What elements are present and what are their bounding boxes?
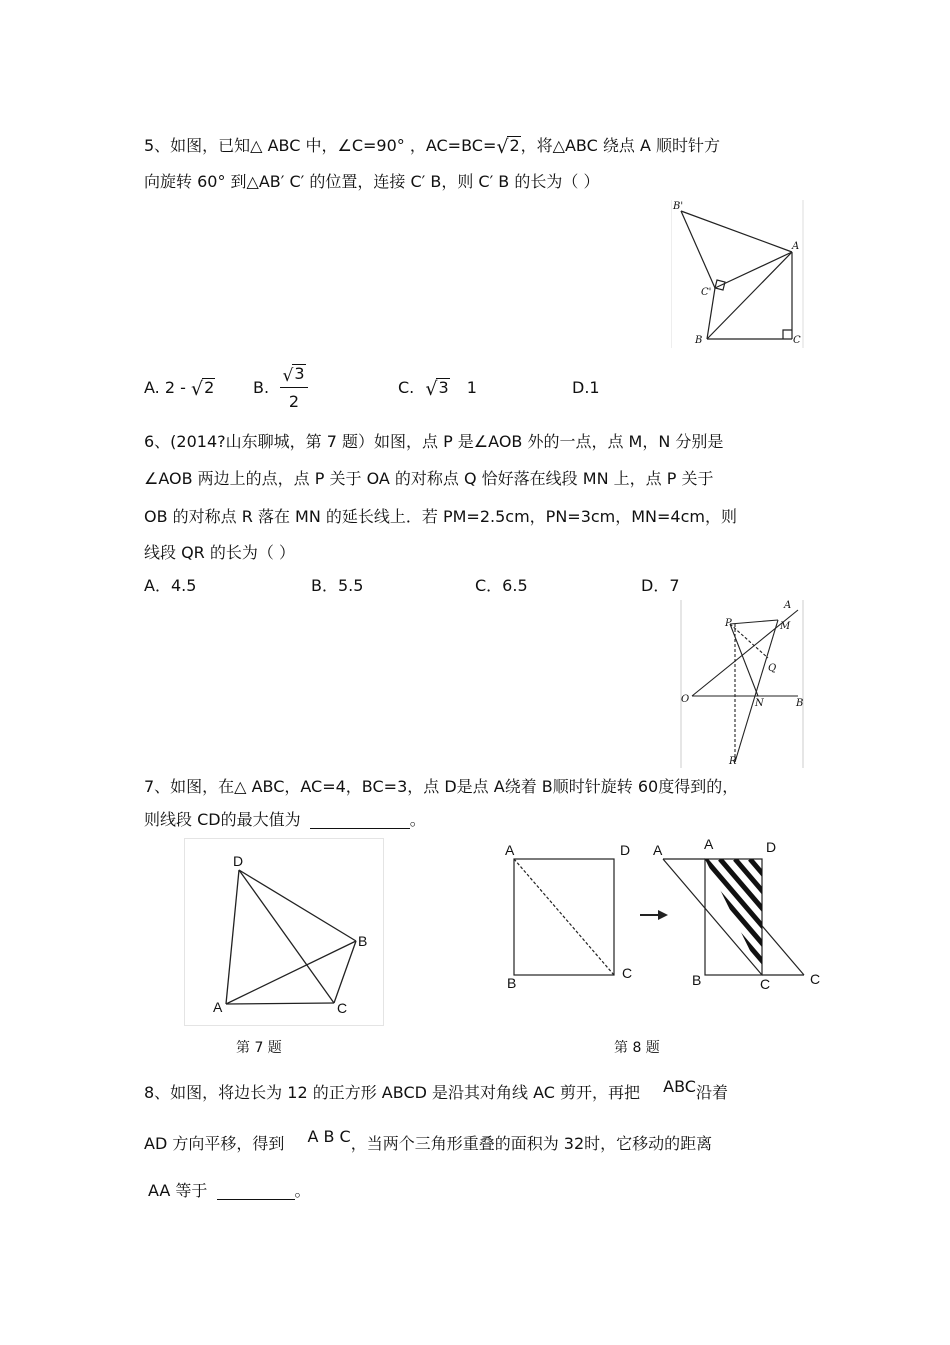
q7-caption: 第 7 题 bbox=[236, 1040, 282, 1056]
q5-label-b: B bbox=[695, 335, 703, 346]
q8-translation-diagram bbox=[500, 835, 830, 995]
sqrt-symbol: √ bbox=[282, 366, 294, 386]
q7-line2-text: 则线段 CD的最大值为 bbox=[144, 810, 301, 829]
q8-line2-symbol: A B C bbox=[307, 1127, 351, 1146]
q6-option-d: D．7 bbox=[641, 576, 680, 595]
q7-line2-end: 。 bbox=[409, 810, 426, 829]
q8-line1 bbox=[144, 1077, 728, 1102]
q6-label-n: N bbox=[755, 698, 764, 709]
q8-right-label-a-top: A bbox=[704, 836, 714, 852]
q5-line1-part-a: 5、如图，已知△ ABC 中，∠C=90° ，AC=BC= bbox=[144, 136, 497, 155]
q8-line3 bbox=[148, 1183, 311, 1200]
q6-label-b: B bbox=[796, 698, 804, 709]
q5-label-c-prime: C' bbox=[701, 287, 712, 298]
q5-option-c-prefix: C. bbox=[398, 378, 415, 397]
q8-caption: 第 8 题 bbox=[614, 1040, 660, 1056]
q8-line2-part-b: ，当两个三角形重叠的面积为 32时，它移动的距离 bbox=[350, 1134, 713, 1153]
q8-line3-text: AA 等于 bbox=[148, 1181, 208, 1200]
q8-line2 bbox=[144, 1127, 713, 1153]
sqrt-symbol: √ bbox=[425, 378, 438, 400]
q5-label-a: A bbox=[792, 241, 800, 252]
q5-figure bbox=[671, 200, 804, 348]
q5-option-c-radicand: 3 bbox=[438, 378, 449, 397]
q5-option-d: D.1 bbox=[572, 378, 600, 397]
q5-option-a-prefix: A. 2 - bbox=[144, 378, 191, 397]
q6-label-a: A bbox=[784, 600, 792, 611]
q5-option-c-suffix: 1 bbox=[466, 378, 477, 397]
q6-line4: 线段 QR 的长为（ ） bbox=[144, 543, 295, 562]
q6-option-b: B．5.5 bbox=[311, 576, 364, 595]
q7-label-c: C bbox=[337, 1000, 348, 1016]
q8-right-label-c-right: C bbox=[810, 971, 821, 987]
q8-right-label-c-mid: C bbox=[760, 976, 771, 992]
q7-answer-blank bbox=[310, 812, 410, 829]
q5-option-b-fraction bbox=[280, 364, 308, 411]
q5-label-b-prime: B' bbox=[673, 201, 684, 212]
q8-left-label-a: A bbox=[505, 842, 515, 858]
q8-line3-end: 。 bbox=[294, 1181, 311, 1200]
q6-line1: 6、(2014?山东聊城，第 7 题）如图，点 P 是∠AOB 外的一点，点 M，N 分别是 bbox=[144, 432, 724, 451]
q5-label-c: C bbox=[793, 335, 801, 346]
q8-right-label-b: B bbox=[692, 972, 702, 988]
q7-quadrilateral-diagram bbox=[184, 838, 384, 1026]
q6-line2: ∠AOB 两边上的点，点 P 关于 OA 的对称点 Q 恰好落在线段 MN 上，点 P 关于 bbox=[144, 469, 714, 488]
q7-label-b: B bbox=[358, 933, 368, 949]
q6-figure bbox=[680, 600, 804, 768]
sqrt-symbol: √ bbox=[496, 136, 509, 158]
q6-option-a: A．4.5 bbox=[144, 576, 197, 595]
q5-option-c bbox=[398, 378, 477, 400]
q5-option-a bbox=[144, 378, 215, 400]
q8-line1-part-b: 沿着 bbox=[695, 1083, 728, 1102]
q5-option-b-numerator: 3 bbox=[294, 364, 305, 383]
q8-answer-blank bbox=[217, 1183, 295, 1200]
q8-line1-symbol: ABC bbox=[663, 1077, 696, 1096]
q6-label-r: R bbox=[729, 756, 737, 767]
q5-sqrt-value: 2 bbox=[509, 136, 520, 155]
q6-label-o: O bbox=[681, 694, 690, 705]
q5-option-a-radicand: 2 bbox=[204, 378, 215, 397]
sqrt-symbol: √ bbox=[190, 378, 204, 400]
q8-right-label-d: D bbox=[766, 839, 777, 855]
q6-label-q: Q bbox=[768, 663, 777, 674]
q6-label-p: P bbox=[725, 618, 732, 629]
q7-label-d: D bbox=[233, 853, 244, 869]
q5-triangle-diagram bbox=[671, 200, 804, 348]
q5-line1-part-b: ，将△ABC 绕点 A 顺时针方 bbox=[520, 136, 720, 155]
q7-line2 bbox=[144, 812, 426, 829]
q8-left-label-d: D bbox=[620, 842, 631, 858]
q7-figure bbox=[184, 838, 384, 1026]
q7-line1: 7、如图，在△ ABC，AC=4，BC=3，点 D是点 A绕着 B顺时针旋转 60度得到的， bbox=[144, 777, 739, 796]
q8-left-label-b: B bbox=[507, 975, 517, 991]
q8-line1-part-a: 8、如图，将边长为 12 的正方形 ABCD 是沿其对角线 AC 剪开，再把 bbox=[144, 1083, 641, 1102]
q6-label-m: M bbox=[780, 621, 791, 632]
q5-option-b-denominator: 2 bbox=[280, 387, 308, 411]
q7-label-a: A bbox=[213, 999, 223, 1015]
q6-line3: OB 的对称点 R 落在 MN 的延长线上．若 PM=2.5cm，PN=3cm，MN=4cm，则 bbox=[144, 507, 737, 526]
q8-left-label-c: C bbox=[622, 965, 633, 981]
q8-figure bbox=[500, 835, 830, 995]
q6-option-c: C．6.5 bbox=[475, 576, 528, 595]
q8-right-label-a-left: A bbox=[653, 842, 663, 858]
q8-line2-part-a: AD 方向平移，得到 bbox=[144, 1134, 285, 1153]
q5-option-b-prefix: B. bbox=[253, 378, 270, 397]
q5-line2: 向旋转 60° 到△AB′ C′ 的位置，连接 C′ B，则 C′ B 的长为（ ） bbox=[144, 172, 600, 191]
q5-line1 bbox=[144, 136, 720, 158]
